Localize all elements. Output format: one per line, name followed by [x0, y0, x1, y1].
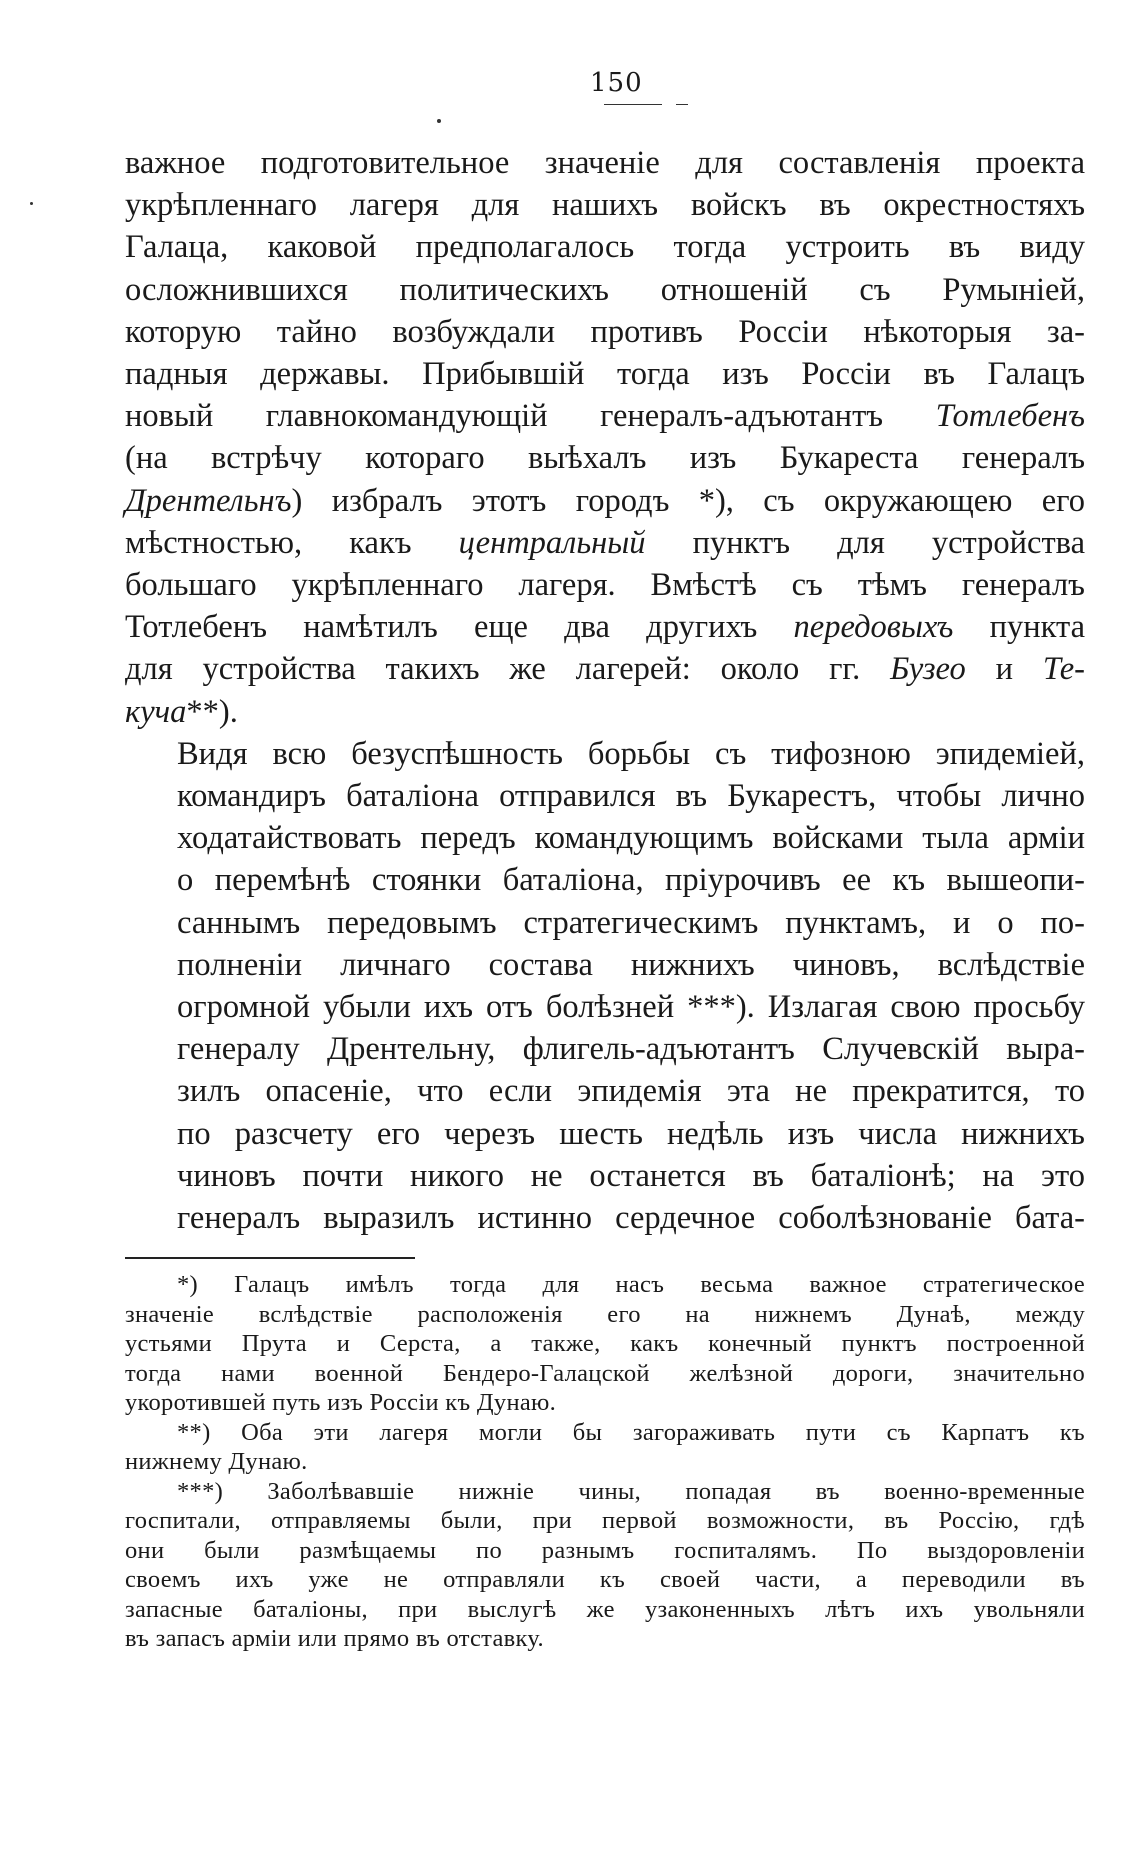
footnote-line: *) Галацъ имѣлъ тогда для насъ весьма важное стратегическое	[177, 1271, 1085, 1298]
text-run: новый главнокомандующій генералъ-адъютантъ	[125, 398, 936, 435]
text-line: Видя всю безуспѣшность борьбы съ тифозною эпидеміей,	[177, 735, 1085, 772]
place-tekucha-part1: Те-	[1042, 651, 1085, 688]
text-line	[125, 395, 1085, 437]
text-line: осложнившихся политическихъ отношеній съ Румыніей,	[125, 271, 1085, 308]
text-line: о перемѣнѣ стоянки баталіона, пріурочивъ ее къ вышеопи-	[177, 862, 1085, 899]
text-line: по разсчету его черезъ шесть недѣль изъ числа нижнихъ	[177, 1115, 1085, 1152]
footnote-2	[125, 1418, 1085, 1477]
text-line: важное подготовительное значеніе для составленія проекта	[125, 145, 1085, 181]
text-run: **).	[186, 693, 238, 730]
main-text-body	[125, 142, 1085, 1239]
text-line: генералу Дрентельну, флигель-адъютантъ Случевскій выра-	[177, 1031, 1085, 1068]
text-line: генералъ выразилъ истинно сердечное соболѣзнованіе бата-	[177, 1200, 1085, 1237]
text-line: командиръ баталіона отправился въ Букарестъ, чтобы лично	[177, 778, 1085, 815]
text-run: мѣстностью, какъ	[125, 524, 459, 561]
text-line: укрѣпленнаго лагеря для нашихъ войскъ въ окрестностяхъ	[125, 187, 1085, 224]
footnotes	[125, 1270, 1085, 1654]
footnote-line: укоротившей путь изъ Россіи къ Дунаю.	[125, 1389, 557, 1416]
text-line: (на встрѣчу котораго выѣхалъ изъ Букареста генералъ	[125, 440, 1085, 477]
footnote-line: устьями Прута и Серста, а также, какъ конечный пунктъ построенной	[125, 1330, 1085, 1357]
text-line: огромной убыли ихъ отъ болѣзней ***). Излагая свою просьбу	[177, 989, 1085, 1026]
footnote-line: значеніе вслѣдствіе расположенія его на нижнемъ Дунаѣ, между	[125, 1300, 1085, 1328]
footnote-divider	[125, 1257, 415, 1259]
footnote-3	[125, 1477, 1085, 1654]
print-speck	[437, 119, 441, 123]
emphasis-central: центральный	[458, 524, 646, 561]
text-line: ходатайствовать передъ командующимъ войсками тыла арміи	[177, 820, 1085, 857]
place-tekucha-part2: куча	[125, 693, 187, 730]
name-totleben: Тотлебенъ	[935, 398, 1085, 435]
name-drentelen: Дрентельнъ	[125, 482, 292, 519]
page-number: 150	[590, 68, 643, 98]
footnote-line: ***) Заболѣвавшіе нижніе чины, попадая въ военно-временные	[177, 1477, 1085, 1505]
footnote-line: они были размѣщаемы по разнымъ госпиталямъ. По выздоровленіи	[125, 1536, 1085, 1564]
page-number-underline	[604, 104, 662, 105]
text-run: пунктъ для устройства	[645, 524, 1085, 561]
text-line: зилъ опасеніе, что если эпидемія эта не прекратится, то	[177, 1073, 1085, 1110]
footnote-line: запасные баталіоны, при выслугѣ же узаконенныхъ лѣтъ ихъ увольняли	[125, 1595, 1085, 1623]
text-run: пункта	[953, 609, 1085, 646]
text-line: которую тайно возбуждали противъ Россіи нѣкоторыя за-	[125, 313, 1085, 350]
footnote-line: въ запасъ арміи или прямо въ отставку.	[125, 1625, 544, 1652]
footnote-line: госпитали, отправляемы были, при первой возможности, въ Россію, гдѣ	[125, 1507, 1085, 1534]
text-line: Галаца, каковой предполагалось тогда устроить въ виду	[125, 229, 1085, 266]
text-line	[125, 606, 1085, 648]
text-line	[125, 691, 1085, 733]
paragraph-1	[125, 142, 1085, 733]
text-line: большаго укрѣпленнаго лагеря. Вмѣстѣ съ тѣмъ генералъ	[125, 567, 1085, 604]
footnote-line: нижнему Дунаю.	[125, 1448, 308, 1475]
text-line	[125, 480, 1085, 522]
emphasis-forward: передовыхъ	[793, 609, 954, 646]
text-line: падныя державы. Прибывшій тогда изъ Россіи въ Галацъ	[125, 356, 1085, 393]
footnote-line: **) Оба эти лагеря могли бы загораживать пути съ Карпатъ къ	[177, 1418, 1085, 1446]
footnote-line: тогда нами военной Бендеро-Галацской желѣзной дороги, значительно	[125, 1359, 1085, 1387]
text-line: чиновъ почти никого не останется въ баталіонѣ; на это	[177, 1157, 1085, 1194]
footnote-line: своемъ ихъ уже не отправляли къ своей части, а переводили въ	[125, 1566, 1085, 1593]
text-run: для устройства такихъ же лагерей: около гг.	[125, 651, 891, 688]
text-line	[125, 522, 1085, 564]
text-line: саннымъ передовымъ стратегическимъ пунктамъ, и о по-	[177, 904, 1085, 941]
print-speck	[30, 202, 33, 205]
place-buzeo: Бузео	[890, 651, 966, 688]
footnote-1	[125, 1270, 1085, 1418]
paragraph-2	[125, 733, 1085, 1239]
text-run: Тотлебенъ намѣтилъ еще два другихъ	[125, 609, 794, 646]
page-number-dash	[676, 104, 688, 105]
text-line: полненіи личнаго состава нижнихъ чиновъ, вслѣдствіе	[177, 946, 1085, 983]
text-run: ) избралъ этотъ городъ *), съ окружающею его	[291, 482, 1085, 519]
text-run: и	[965, 651, 1043, 688]
text-line	[125, 648, 1085, 690]
